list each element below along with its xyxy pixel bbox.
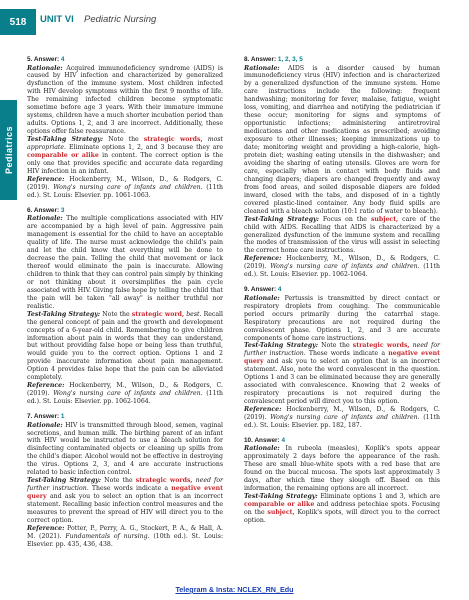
strategy-text: in content. The correct option is the only one that provides specific and accurate data regarding HIV infection in an infant. (27, 151, 223, 175)
reference-text: Hockenberry, M., Wilson, D., & Rodgers, C. (2019). (27, 382, 223, 398)
reference-book-title: Wong's nursing care of infants and children. (270, 414, 420, 422)
strategy-italic: need for further instruction. (244, 342, 441, 358)
reference (27, 525, 223, 549)
reference-label: Reference: (27, 382, 65, 390)
question-7 (27, 413, 223, 549)
rationale-text: AIDS is a disorder caused by human immunodeficiency virus (HIV) infection and is characterized by a generalized dysfunction of the immune system. Home care instructions include the following: frequent handwashing; monitoring for fever, malaise, fatigue, weight loss, vomiting, and diarrhea and notifying the pediatrician if these occur; monitoring for signs and symptoms of opportunistic infections; administering antiretroviral medications and other medications as prescribed; avoiding exposure to other illnesses; keeping immunizations up to date; monitoring weight and providing a high-calorie, high-protein diet; washing eating utensils in the dishwasher; and avoiding the sharing of eating utensils. Gloves are worn for care, especially when in contact with body fluids and changing diapers; diapers are changed frequently and away from food areas, and soiled disposable diapers are folded inward, closed with the tabs, and disposed of in a tightly covered plastic-lined container. Any body fluid spills are cleaned with a bleach solution (10:1 ratio of water to bleach). (244, 64, 440, 215)
question-8 (244, 56, 440, 279)
rationale (27, 65, 223, 137)
rationale-text: The multiple complications associated with HIV are accompanied by a high level of pain. Aggressive pain management is essential for the child to have an acceptable quality of life. The nurse must acknowledge the child's pain and let the child know that everything will be done to decrease the pain. Telling the child that movement or lack thereof would eliminate the pain is inaccurate. Allowing children to think that they can control pain simply by thinking or not thinking about it oversimplifies the pain cycle associated with HIV. Giving false hope by telling the child that the pain will be taken "all away" is neither truthful nor realistic. (27, 215, 223, 310)
strategy-keyword: negative event query (27, 485, 223, 501)
reference-label: Reference: (27, 175, 65, 183)
reference-text: Hockenberry, M., Wilson, D., & Rodgers, C. (2019). (244, 255, 440, 271)
question-number: 8. (244, 56, 250, 63)
rationale (27, 215, 223, 310)
answer-prefix: Answer: (250, 56, 277, 63)
strategy-keyword: strategic words, (143, 136, 203, 144)
rationale-label: Rationale: (244, 294, 280, 302)
reference-book-title: Fundamentals of nursing. (65, 532, 150, 540)
reference-text: (11th ed.). St. Louis: Elsevier. pp. 1062-1064. (27, 390, 223, 406)
question-heading (244, 286, 440, 295)
reference-book-title: Wong's nursing care of infants and children. (270, 263, 420, 271)
strategy-keyword: negative event query (244, 350, 440, 366)
question-heading (27, 413, 223, 422)
strategy-italic: most appropriate. (27, 136, 224, 152)
answer-value: 4 (60, 56, 65, 63)
reference-text: (11th ed.). St. Louis: Elsevier. pp. 1062-1064. (244, 263, 440, 279)
strategy-text: Focus on the (322, 215, 371, 223)
strategy-text: and ask you to select an option that is an incorrect statement. Recalling basic infection control measures and the measures to prevent the spread of HIV will direct you to the correct option. (27, 493, 223, 525)
strategy-text: Eliminate options 1 and 3, which are (320, 493, 440, 501)
question-6 (27, 207, 223, 406)
question-number: 9. (244, 286, 250, 294)
reference (244, 406, 440, 430)
strategy-italic: best. (184, 310, 202, 318)
strategy-text: Recall the general concept of pain and the growth and development concepts of a 6-year-old child. Remembering to give children information about pain in words that they can understand, but without providing false hope or being less than truthful, would guide you to the correct option. Options 1 and 2 provide inaccurate information about pain management. Option 4 provides false hope that the pain can be alleviated completely. (27, 310, 224, 382)
test-taking-strategy (27, 477, 223, 525)
rationale-label: Rationale: (244, 64, 280, 72)
strategy-label: Test-Taking Strategy: (27, 310, 101, 318)
strategy-label: Test-Taking Strategy: (27, 136, 104, 144)
strategy-label: Test-Taking Strategy: (244, 493, 318, 501)
question-10 (244, 437, 440, 525)
strategy-italic: need for further instruction. (27, 477, 224, 493)
answer-value: 4 (277, 286, 282, 294)
right-column (244, 56, 440, 532)
rationale-text: Pertussis is transmitted by direct contact or respiratory droplets from coughing. The communicable period occurs primarily during the catarrhal stage. Respiratory precautions are not required during the convalescent phase. Options 1, 2, and 3 are accurate components of home care instructions. (244, 294, 441, 342)
question-number: 6. (27, 206, 33, 214)
rationale-label: Rationale: (27, 215, 63, 223)
strategy-keyword: strategic word, (131, 310, 185, 318)
strategy-text: These words indicate a (305, 350, 389, 358)
answer-prefix: Answer: (254, 436, 280, 444)
strategy-label: Test-Taking Strategy: (244, 342, 319, 350)
strategy-text: Koplik's spots, will direct you to the correct option. (244, 509, 440, 525)
strategy-text: care of the child with AIDS. Recalling that AIDS is characterized by a generalized dysfunction of the immune system and recalling the modes of transmission of the virus will assist in selecting the correct home care instructions. (244, 215, 440, 255)
question-heading (27, 207, 223, 216)
strategy-text: These words indicate a (88, 485, 172, 493)
strategy-keyword: strategic words, (352, 342, 410, 350)
reference (244, 255, 440, 279)
answer-value: 1 (60, 413, 65, 421)
strategy-keyword: strategic words, (135, 477, 193, 485)
question-heading (244, 437, 440, 446)
footer-link[interactable]: Telegram & Insta: NCLEX_RN_Edu (175, 585, 294, 594)
unit-title: Pediatric Nursing (84, 14, 157, 25)
page-number: 518 (0, 9, 36, 35)
side-tab (0, 100, 17, 200)
strategy-keyword: comparable or alike (244, 501, 315, 509)
answer-value: 4 (281, 436, 285, 444)
answer-prefix: Answer: (33, 206, 60, 214)
reference-text: Potter, P., Perry, A. G., Stockert, P. A., & Hall, A. M. (2021). (27, 524, 224, 540)
answer-value: 3 (60, 206, 65, 214)
rationale (27, 422, 223, 478)
reference-text: Hockenberry, M., Wilson, D., & Rodgers, C. (2019). (27, 175, 223, 191)
strategy-text: and address petechiae spots. Focusing on the (244, 501, 440, 517)
rationale-label: Rationale: (244, 445, 280, 453)
strategy-text: Note the (108, 136, 144, 144)
strategy-keyword: comparable or alike (27, 151, 99, 159)
question-heading (27, 56, 223, 65)
test-taking-strategy (27, 311, 223, 383)
reference-text: (11th ed.). St. Louis: Elsevier. pp. 1061-1063. (27, 183, 223, 199)
rationale-label: Rationale: (27, 64, 63, 72)
rationale-text: In rubeola (measles), Koplik's spots appear approximately 2 days before the appearance of the rash. These are small blue-white spots with a red base that are found on the buccal mucosa. The spots last approximately 3 days, after which time they slough off. Based on this information, the remaining options are all incorrect. (244, 445, 440, 493)
question-number: 10. (244, 436, 253, 444)
strategy-text: and ask you to select an option that is an incorrect statement. Also, note the word convalescent in the question. Options 1 and 3 can be eliminated because they are generally associated with convalescence. Knowing that 2 weeks of respiratory precautions is not required during the convalescent period will direct you to this option. (244, 358, 440, 406)
answer-prefix: Answer: (250, 286, 277, 294)
answer-prefix: Answer: (33, 413, 60, 421)
reference-label: Reference: (27, 524, 65, 532)
strategy-text: Note the (102, 310, 132, 318)
reference-book-title: Wong's nursing care of infants and children. (53, 183, 203, 191)
answer-prefix: Answer: (33, 56, 60, 63)
strategy-text: Note the (104, 477, 136, 485)
side-tab-label: Pediatrics (3, 125, 14, 175)
strategy-keyword: subject, (267, 509, 295, 517)
reference-label: Reference: (244, 406, 282, 414)
rationale-label: Rationale: (27, 421, 63, 429)
rationale (244, 445, 440, 493)
question-number: 7. (27, 413, 33, 421)
test-taking-strategy (244, 493, 440, 525)
rationale (244, 295, 440, 343)
question-9 (244, 286, 440, 430)
unit-label: UNIT VI (40, 14, 74, 25)
strategy-text: Note the (321, 342, 353, 350)
strategy-text: Eliminate options 1, 2, and 3 because they are (66, 144, 223, 152)
test-taking-strategy (244, 216, 440, 256)
test-taking-strategy (244, 342, 440, 406)
reference-text: (10th ed.). St. Louis: Elsevier. pp. 435, 436, 438. (27, 532, 224, 548)
page-header (0, 0, 469, 36)
reference-book-title: Wong's nursing care of infants and children. (53, 390, 203, 398)
strategy-label: Test-Taking Strategy: (244, 215, 319, 223)
question-5 (27, 56, 223, 200)
rationale-text: HIV is transmitted through blood, semen, vaginal secretions, and human milk. The birthing parent of an infant with HIV would be instructed to use a bleach solution for disinfecting contaminated objects or cleaning up spills from the child's diaper. Alcohol would not be effective in destroying the virus. Options 2, 3, and 4 are accurate instructions related to basic infection control. (27, 421, 224, 477)
rationale-text: Acquired immunodeficiency syndrome (AIDS) is caused by HIV infection and characterized by generalized dysfunction of the immune system. Most children infected with HIV develop symptoms within the first 9 months of life. The remaining infected children become symptomatic sometime before age 3 years. With their immature immune systems, children have a much shorter incubation period than adults. Options 1, 2, and 3 are incorrect. Additionally, these options offer false reassurance. (27, 64, 223, 136)
question-number: 5. (27, 56, 33, 63)
reference-text: Hockenberry, M., Wilson, D., & Rodgers, C. (2019). (244, 406, 440, 422)
question-heading (244, 56, 440, 65)
left-column (27, 56, 223, 556)
reference (27, 382, 223, 406)
reference (27, 176, 223, 200)
rationale (244, 65, 440, 216)
reference-label: Reference: (244, 255, 282, 263)
test-taking-strategy (27, 136, 223, 176)
answer-value: 1, 2, 3, 5 (277, 56, 303, 63)
strategy-label: Test-Taking Strategy: (27, 477, 102, 485)
reference-text: (11th ed.). St. Louis: Elsevier. pp. 182, 187. (244, 414, 440, 429)
strategy-keyword: subject, (370, 215, 399, 223)
